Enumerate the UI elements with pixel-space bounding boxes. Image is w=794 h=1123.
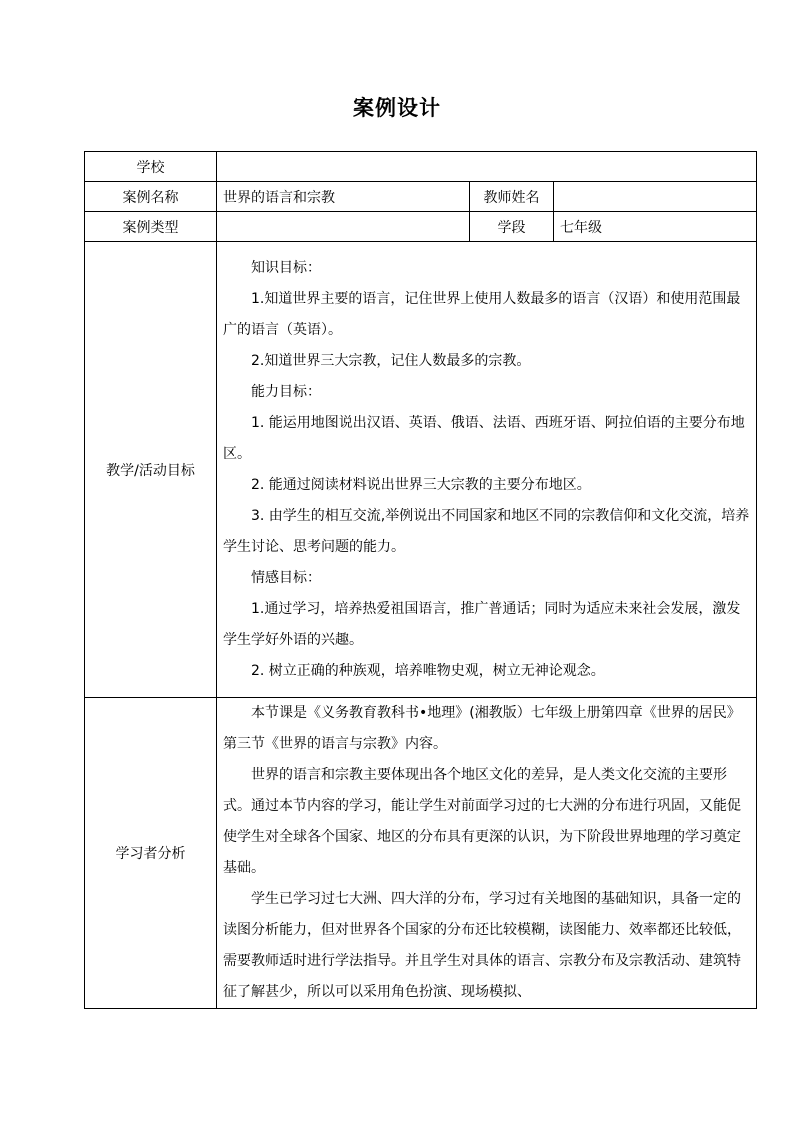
school-row	[85, 152, 757, 182]
school-label: 学校	[85, 152, 217, 182]
objectives-paragraph: 1.通过学习，培养热爱祖国语言，推广普通话；同时为适应未来社会发展，激发学生学好外语的兴趣。	[223, 600, 741, 648]
objectives-paragraph: 2.知道世界三大宗教，记住人数最多的宗教。	[251, 352, 531, 369]
objectives-content	[217, 242, 757, 698]
page-title: 案例设计	[353, 96, 441, 120]
objectives-row	[85, 242, 757, 698]
case-name-value: 世界的语言和宗教	[217, 182, 470, 212]
objectives-paragraph: 1. 能运用地图说出汉语、英语、俄语、法语、西班牙语、阿拉伯语的主要分布地区。	[223, 414, 745, 462]
objectives-paragraph: 2. 树立正确的种族观，培养唯物史观，树立无神论观念。	[251, 662, 605, 679]
objectives-paragraph: 情感目标：	[251, 569, 321, 586]
case-design-table	[84, 151, 757, 1009]
grade-value: 七年级	[554, 212, 757, 242]
case-type-label: 案例类型	[85, 212, 217, 242]
learner-row	[85, 698, 757, 1009]
objectives-paragraph: 知识目标：	[251, 259, 321, 276]
teacher-name-value	[554, 182, 757, 212]
objectives-label: 教学/活动目标	[85, 242, 217, 698]
objectives-paragraph: 3. 由学生的相互交流,举例说出不同国家和地区不同的宗教信仰和文化交流，培养学生讨论、思考问题的能力。	[223, 507, 750, 555]
learner-paragraph: 世界的语言和宗教主要体现出各个地区文化的差异，是人类文化交流的主要形式。通过本节内容的学习，能让学生对前面学习过的七大洲的分布进行巩固，又能促使学生对全球各个国家、地区的分布具有更深的认识，为下阶段世界地理的学习奠定基础。	[223, 767, 741, 876]
objectives-paragraph: 1.知道世界主要的语言，记住世界上使用人数最多的语言（汉语）和使用范围最广的语言（英语）。	[223, 290, 741, 338]
school-value	[217, 152, 757, 182]
case-name-label: 案例名称	[85, 182, 217, 212]
case-type-row	[85, 212, 757, 242]
learner-paragraph: 学生已学习过七大洲、四大洋的分布，学习过有关地图的基础知识，具备一定的读图分析能力，但对世界各个国家的分布还比较模糊，读图能力、效率都还比较低，需要教师适时进行学法指导。并且学生对具体的语言、宗教分布及宗教活动、建筑特征了解甚少，所以可以采用角色扮演、现场模拟、	[223, 891, 741, 1000]
objectives-paragraph: 能力目标：	[251, 383, 321, 400]
case-name-row	[85, 182, 757, 212]
case-type-value	[217, 212, 470, 242]
learner-content	[217, 698, 757, 1009]
learner-paragraph: 本节课是《义务教育教科书•地理》(湘教版）七年级上册第四章《世界的居民》第三节《世界的语言与宗教》内容。	[223, 705, 741, 752]
grade-label: 学段	[470, 212, 554, 242]
teacher-name-label: 教师姓名	[470, 182, 554, 212]
learner-label: 学习者分析	[85, 698, 217, 1009]
objectives-paragraph: 2. 能通过阅读材料说出世界三大宗教的主要分布地区。	[251, 476, 591, 493]
